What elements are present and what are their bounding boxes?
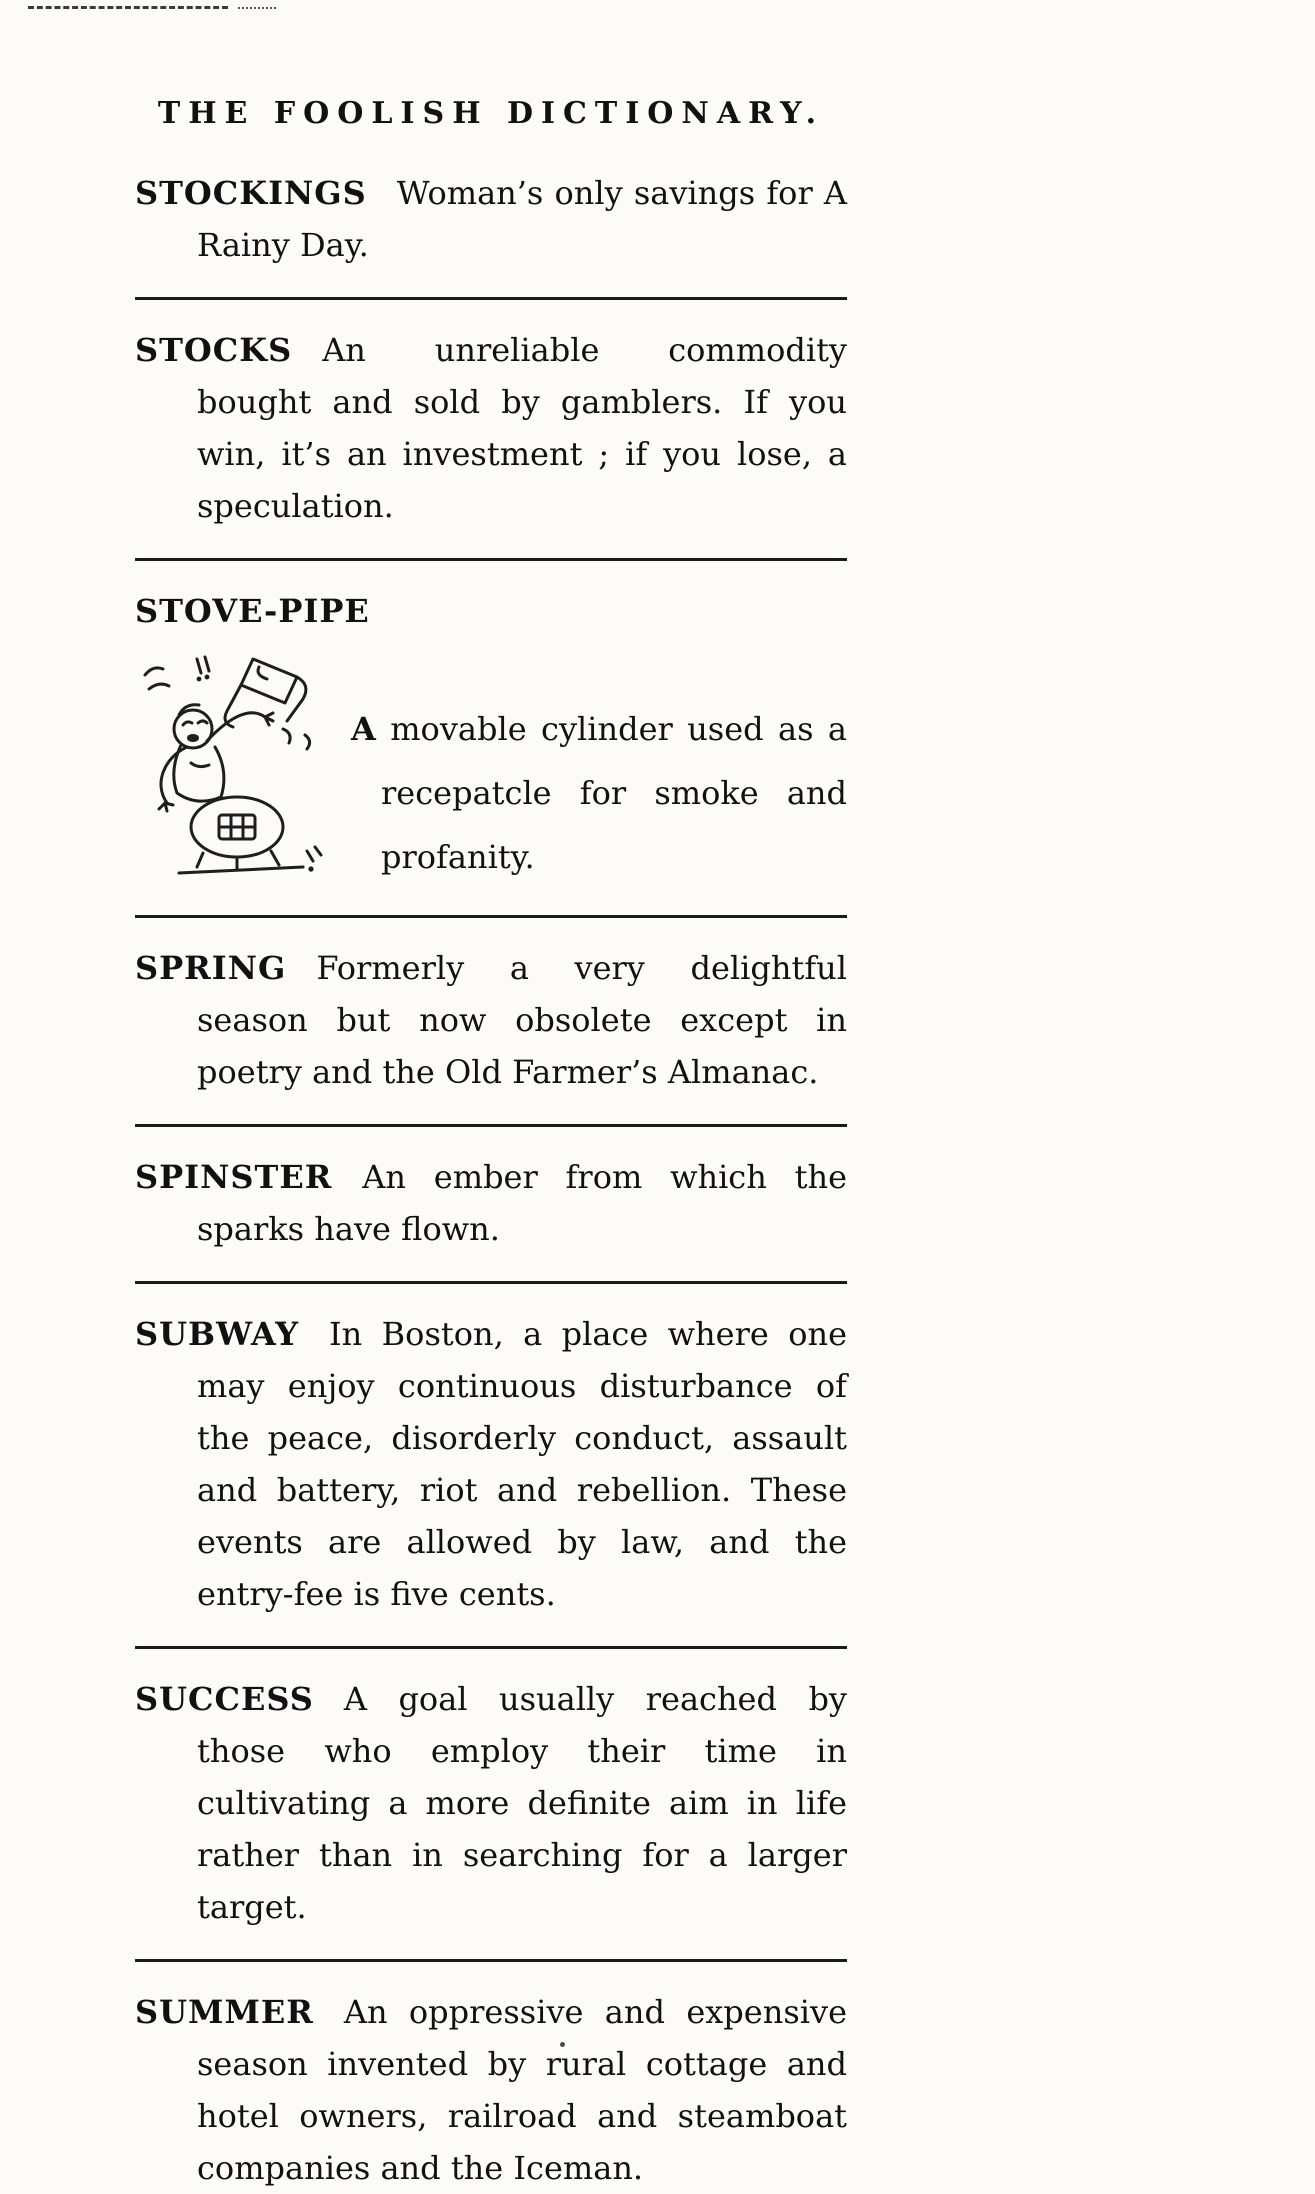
separator-rule xyxy=(135,558,847,561)
dictionary-entry xyxy=(135,167,847,271)
entry-definition: In Boston, a place where one may enjoy continuous disturbance of the peace, disorderly conduct, assault and battery, riot and rebellion. These events are allowed by law, and the entry-fee is five cents. xyxy=(197,1315,847,1613)
page-title: THE FOOLISH DICTIONARY. xyxy=(157,96,825,131)
scan-artifact-dotted-line xyxy=(238,7,276,9)
page-content xyxy=(135,96,847,2194)
separator-rule xyxy=(135,1281,847,1284)
scan-artifact-dashed-line xyxy=(28,6,228,9)
entry-text xyxy=(135,167,847,271)
dictionary-entry xyxy=(135,324,847,532)
entry-term: SUBWAY xyxy=(135,1315,300,1353)
entry-definition: An ember from which the sparks have flown. xyxy=(197,1158,847,1248)
dictionary-entry xyxy=(135,1986,847,2194)
definition-lead-capital: A xyxy=(351,710,376,748)
dictionary-entry xyxy=(135,942,847,1098)
entry-text xyxy=(135,324,847,532)
entry-definition: Formerly a very delightful season but now obsolete except in poetry and the Old Farmer’s Almanac. xyxy=(197,949,847,1091)
definition-text: movable cylinder used as a recepatcle for smoke and profanity. xyxy=(375,710,847,876)
entry-definition: An oppressive and expensive season invented by rural cottage and hotel owners, railroad and steamboat companies and the Iceman. xyxy=(197,1993,847,2187)
entry-term: STOCKS xyxy=(135,331,293,369)
entry-text xyxy=(135,1151,847,1255)
entry-term: STOVE-PIPE xyxy=(135,592,370,630)
stovepipe-cartoon-illustration xyxy=(135,645,335,885)
entry-term: SPINSTER xyxy=(135,1158,333,1196)
entry-definition: A goal usually reached by those who employ their time in cultivating a more definite aim in life rather than in searching for a larger target. xyxy=(197,1680,847,1926)
separator-rule xyxy=(135,1959,847,1962)
dictionary-entry xyxy=(135,1151,847,1255)
dictionary-entry xyxy=(135,1308,847,1620)
entry-definition: Woman’s only savings for A Rainy Day. xyxy=(197,174,847,264)
entry-term: SUMMER xyxy=(135,1993,314,2031)
entry-definition: An unreliable commodity bought and sold by gamblers. If you win, it’s an investment ; if you lose, a speculation. xyxy=(197,331,847,525)
stove-pipe-entry-body xyxy=(135,645,847,889)
entry-term: STOCKINGS xyxy=(135,174,367,212)
entry-text xyxy=(135,942,847,1098)
separator-rule xyxy=(135,1124,847,1127)
dictionary-entry xyxy=(135,585,847,889)
separator-rule xyxy=(135,1646,847,1649)
entry-text xyxy=(135,1986,847,2194)
entry-text xyxy=(135,1673,847,1933)
separator-rule xyxy=(135,915,847,918)
entry-term: SPRING xyxy=(135,949,287,987)
entry-term: SUCCESS xyxy=(135,1680,314,1718)
entry-text xyxy=(135,1308,847,1620)
separator-rule xyxy=(135,297,847,300)
entry-text xyxy=(135,585,847,637)
dictionary-entry xyxy=(135,1673,847,1933)
entry-definition xyxy=(351,697,847,889)
